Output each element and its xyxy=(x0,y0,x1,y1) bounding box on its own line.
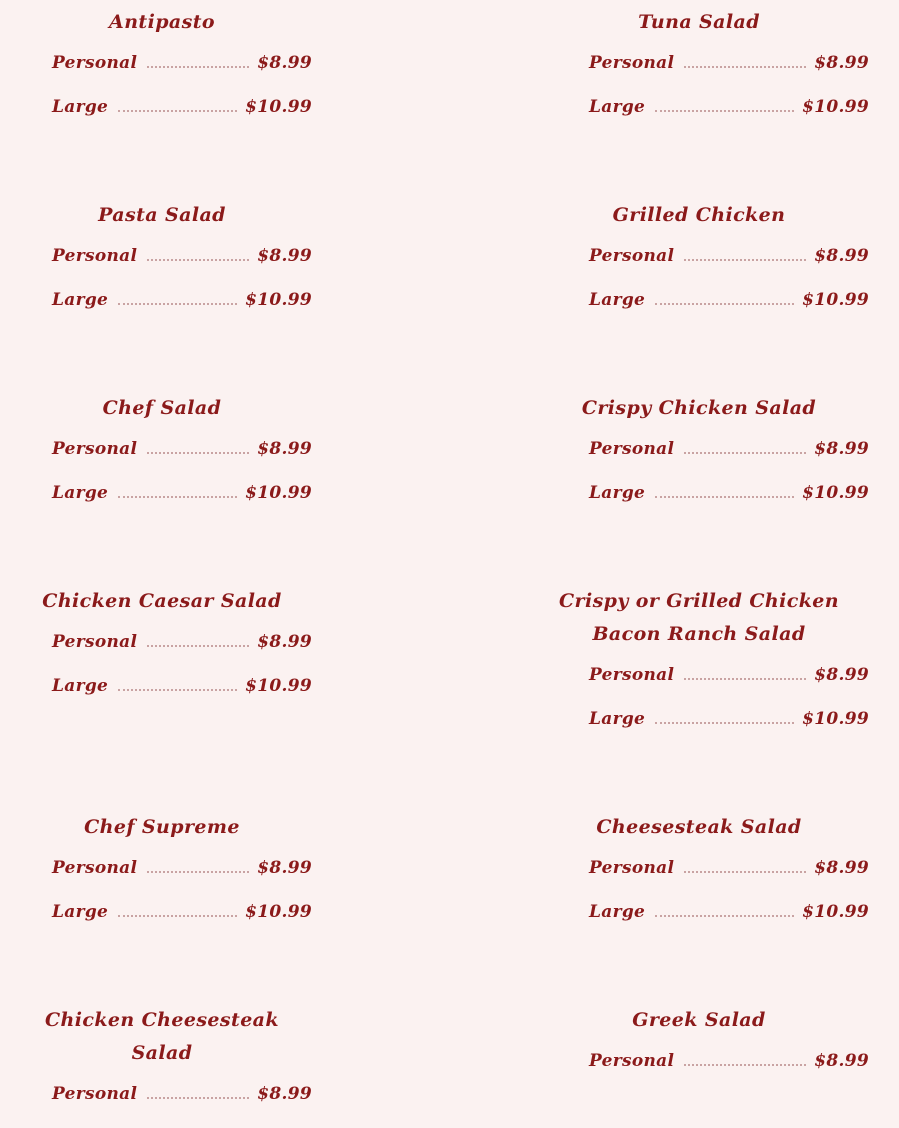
size-label: Personal xyxy=(589,53,675,73)
item-title: Crispy or Grilled Chicken Bacon Ranch Salad xyxy=(559,590,839,645)
leader-dots xyxy=(655,110,794,112)
size-label: Personal xyxy=(52,53,138,73)
price-row-large xyxy=(530,709,869,753)
menu-item-cheesesteak-salad xyxy=(530,811,868,946)
leader-dots xyxy=(118,689,237,691)
size-label: Personal xyxy=(52,632,138,652)
price: $10.99 xyxy=(245,902,312,922)
price: $8.99 xyxy=(814,439,869,459)
price: $8.99 xyxy=(814,246,869,266)
price: $8.99 xyxy=(814,858,869,878)
price: $8.99 xyxy=(257,1084,312,1104)
leader-dots xyxy=(118,915,237,917)
price: $10.99 xyxy=(802,290,869,310)
menu-item-chicken-bacon-ranch-salad xyxy=(530,585,868,753)
size-label: Personal xyxy=(52,246,138,266)
price: $8.99 xyxy=(814,53,869,73)
price-row-personal xyxy=(530,246,869,290)
price-row-personal xyxy=(530,439,869,483)
price: $8.99 xyxy=(257,246,312,266)
price: $10.99 xyxy=(802,97,869,117)
item-title: Chef Supreme xyxy=(84,816,240,838)
menu-item-chef-supreme xyxy=(12,811,312,946)
size-label: Personal xyxy=(589,246,675,266)
item-title: Tuna Salad xyxy=(638,11,760,33)
price-row-large xyxy=(530,290,869,334)
menu-item-antipasto xyxy=(12,6,312,141)
leader-dots xyxy=(655,496,794,498)
price-row-personal xyxy=(12,1084,312,1128)
price: $10.99 xyxy=(802,483,869,503)
price-row-large xyxy=(12,676,312,720)
size-label: Large xyxy=(589,97,646,117)
leader-dots xyxy=(118,303,237,305)
price-row-personal xyxy=(12,858,312,902)
price-row-large xyxy=(12,97,312,141)
price-row-personal xyxy=(12,53,312,97)
item-title: Crispy Chicken Salad xyxy=(581,397,817,419)
leader-dots xyxy=(147,452,249,454)
menu-item-pasta-salad xyxy=(12,199,312,334)
menu-item-chef-salad xyxy=(12,392,312,527)
leader-dots xyxy=(684,678,806,680)
item-title: Chicken Cheesesteak Salad xyxy=(45,1009,279,1064)
price-row-large xyxy=(530,97,869,141)
price: $8.99 xyxy=(257,53,312,73)
leader-dots xyxy=(684,452,806,454)
item-title: Antipasto xyxy=(109,11,215,33)
item-title: Cheesesteak Salad xyxy=(596,816,802,838)
price-row-personal xyxy=(12,246,312,290)
price-row-personal xyxy=(530,1051,869,1095)
size-label: Large xyxy=(52,290,109,310)
item-title: Chicken Caesar Salad xyxy=(42,590,282,612)
price: $8.99 xyxy=(257,439,312,459)
price: $8.99 xyxy=(814,1051,869,1071)
leader-dots xyxy=(684,259,806,261)
leader-dots xyxy=(655,915,794,917)
size-label: Large xyxy=(589,709,646,729)
price: $8.99 xyxy=(257,632,312,652)
leader-dots xyxy=(147,871,249,873)
size-label: Large xyxy=(52,902,109,922)
menu-item-grilled-chicken xyxy=(530,199,868,334)
price-row-personal xyxy=(12,439,312,483)
menu-item-chicken-cheesesteak-salad xyxy=(12,1004,312,1128)
leader-dots xyxy=(655,303,794,305)
item-title: Chef Salad xyxy=(102,397,222,419)
size-label: Personal xyxy=(589,665,675,685)
size-label: Large xyxy=(52,676,109,696)
leader-dots xyxy=(655,722,794,724)
price: $10.99 xyxy=(802,709,869,729)
leader-dots xyxy=(118,496,237,498)
leader-dots xyxy=(147,1097,249,1099)
size-label: Personal xyxy=(589,439,675,459)
menu-item-tuna-salad xyxy=(530,6,868,141)
size-label: Personal xyxy=(589,1051,675,1071)
price-row-large xyxy=(530,902,869,946)
leader-dots xyxy=(147,66,249,68)
leader-dots xyxy=(147,259,249,261)
size-label: Large xyxy=(52,483,109,503)
price: $8.99 xyxy=(814,665,869,685)
size-label: Personal xyxy=(52,439,138,459)
price: $10.99 xyxy=(802,902,869,922)
size-label: Large xyxy=(589,902,646,922)
price: $10.99 xyxy=(245,483,312,503)
leader-dots xyxy=(684,871,806,873)
price-row-large xyxy=(12,902,312,946)
item-title: Pasta Salad xyxy=(98,204,226,226)
menu-item-chicken-caesar-salad xyxy=(12,585,312,720)
item-title: Greek Salad xyxy=(632,1009,766,1031)
leader-dots xyxy=(684,66,806,68)
price: $10.99 xyxy=(245,97,312,117)
size-label: Personal xyxy=(589,858,675,878)
price-row-personal xyxy=(530,858,869,902)
price: $10.99 xyxy=(245,290,312,310)
size-label: Personal xyxy=(52,1084,138,1104)
size-label: Large xyxy=(52,97,109,117)
size-label: Large xyxy=(589,483,646,503)
item-title: Grilled Chicken xyxy=(612,204,786,226)
price-row-personal xyxy=(12,632,312,676)
leader-dots xyxy=(147,645,249,647)
menu-item-greek-salad xyxy=(530,1004,868,1095)
size-label: Personal xyxy=(52,858,138,878)
price-row-large xyxy=(12,483,312,527)
price-row-personal xyxy=(530,665,869,709)
menu-item-crispy-chicken-salad xyxy=(530,392,868,527)
price: $10.99 xyxy=(245,676,312,696)
price-row-personal xyxy=(530,53,869,97)
price-row-large xyxy=(12,290,312,334)
size-label: Large xyxy=(589,290,646,310)
leader-dots xyxy=(118,110,237,112)
price: $8.99 xyxy=(257,858,312,878)
leader-dots xyxy=(684,1064,806,1066)
price-row-large xyxy=(530,483,869,527)
